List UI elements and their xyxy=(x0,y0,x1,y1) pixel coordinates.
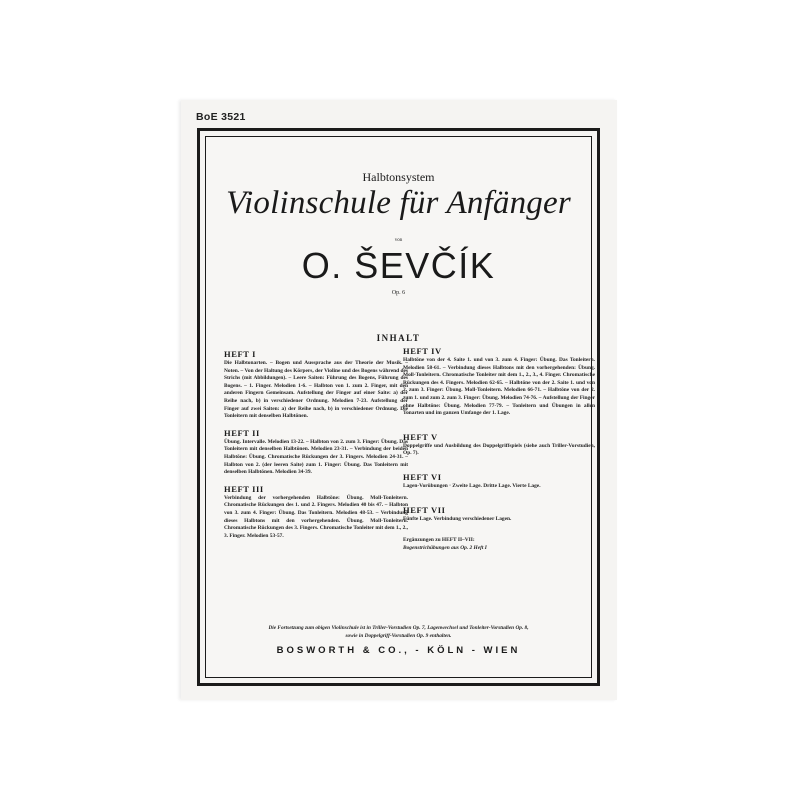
contents-right-column xyxy=(403,346,595,559)
contents-section-heft-3 xyxy=(224,484,408,541)
section-heading: HEFT VII xyxy=(403,504,446,515)
footer-note-line-2: sowie in Doppelgriff-Vorstudien Op. 9 enthalten. xyxy=(345,633,452,639)
subtitle: Halbtonsystem xyxy=(362,170,435,184)
footer-note-line-1: Die Fortsetzung zum obigen Violinschule ist in Triller-Vorstudien Op. 7, Lagenwechsel und Tonleiter-Vorstudien Op. 8, xyxy=(268,625,529,631)
contents-section-heft-4 xyxy=(403,346,595,418)
page-title: Violinschule für Anfänger xyxy=(226,185,571,221)
section-heading: HEFT IV xyxy=(403,346,442,356)
section-heading: HEFT II xyxy=(224,427,260,438)
contents-section-heft-6 xyxy=(403,472,595,491)
section-heading: HEFT III xyxy=(224,483,264,494)
section-text: Die Halbtonarten. – Bogen und Aussprache aus der Theorie der Musik. – Noten. – Von der Haltung des Körpers, der Violine und des Bogens während des Strichs (mit Abbildungen). – Leere Saiten: Führung des Bogens, Führung des Bogens. – 1. Finger. Melodien 1-6. – Halbton von 1. zum 2. Finger, mit den anderen Fingern Gemeinsam. Aufstellung der Finger auf einer Saite: a) der Reihe nach, b) in verschiedener Ordnung. Melodien 7-23. Aufstellung der Finger auf zwei Saiten: a) der Reihe nach, b) in verschiedener Ordnung. Die Tonleitern mit denselben Halbtönen. xyxy=(224,360,408,420)
section-text: Fünfte Lage. Verbindung verschiedener Lagen. xyxy=(403,515,512,522)
contents-section-heft-5 xyxy=(403,432,595,458)
inner-border-frame xyxy=(205,136,595,678)
opus-number: Op. 6 xyxy=(391,290,406,296)
author-name: O. ŠEVČÍK xyxy=(301,245,496,286)
supplement-text: Bogenstrichübungen aus Op. 2 Heft I xyxy=(403,544,487,551)
publisher-imprint: BOSWORTH & CO., - KÖLN - WIEN xyxy=(276,645,521,656)
by-label: von xyxy=(394,238,403,243)
section-text: Übung. Intervalle. Melodien 13-22. – Halbton von 2. zum 3. Finger: Übung. Das Tonleitern mit denselben Halbtönen. Melodien 23-31. – Verbindung der beiden Halbtöne: Übung. Chromatische Rückungen der 3. Fingers. Melodien 24-31. – Halbton von 2. (der leeren Saite) zum 1. Finger: Übung. Das Tonleitern mit denselben Halbtönen. Melodien 34-39. xyxy=(224,438,408,476)
contents-section-heft-7 xyxy=(403,505,595,524)
section-text: Lagen-Vorübungen · Zweite Lage. Dritte Lage. Vierte Lage. xyxy=(403,482,541,489)
section-text: Doppelgriffe und Ausbildung des Doppelgriffspiels (siehe auch Triller-Vorstudien, Op. 7). xyxy=(403,442,595,457)
contents-section-heft-2 xyxy=(224,428,408,477)
supplement-title: Ergänzungen zu HEFT II–VII: xyxy=(403,537,475,544)
footer-note xyxy=(226,624,571,640)
section-heading: HEFT I xyxy=(224,349,257,359)
score-cover-page xyxy=(181,100,617,700)
section-text: Halbtöne von der 4. Saite 1. und von 3. zum 4. Finger: Übung. Das Tonleitern. Melodien 58-61. – Verbindung dieses Halbtons mit den vorhergehenden: Übung. Moll-Tonleitern. Chromatische Tonleiter mit dem 1., 2., 3., 4. Finger. Chromatische Rückungen des 4. Fingers. Melodien 62-65. – Halbtöne von der 2. Saite 1. und von 2. zum 3. Finger: Übung. Moll-Tonleitern. Melodien 66-71. – Halbtöne von der 2. zum 1. und zum 2. zum 3. Finger: Übung. Melodien 74-76. – Aufstellung der Finger ohne Halbtöne: Übung. Melodien 77-79. – Tonleitern und Übungen in allen Tonarten und im ganzen Umfange der 1. Lage. xyxy=(403,357,595,417)
section-heading: HEFT VI xyxy=(403,471,442,482)
contents-supplement xyxy=(403,537,595,552)
contents-heading: INHALT xyxy=(376,333,421,343)
catalog-code: BoE 3521 xyxy=(196,111,246,123)
contents-left-column xyxy=(224,349,408,547)
contents-section-heft-1 xyxy=(224,349,408,421)
outer-border-frame xyxy=(197,128,600,686)
section-heading: HEFT V xyxy=(403,431,438,442)
section-text: Verbindung der vorhergehenden Halbtöne: Übung. Moll-Tonleitern. Chromatische Rückungen des 1. und 2. Fingers. Melodien 40 bis 47. – Halbton von 3. zum 4. Finger: Übung. Das Tonleitern. Melodien 48-53. – Verbindung dieses Halbtons mit den vorhergehenden. Übung. Moll-Tonleitern. Chromatische Rückungen des 3. Fingers. Chromatische Tonleiter mit dem 1., 2., 3. Finger. Melodien 53-57. xyxy=(224,494,408,539)
